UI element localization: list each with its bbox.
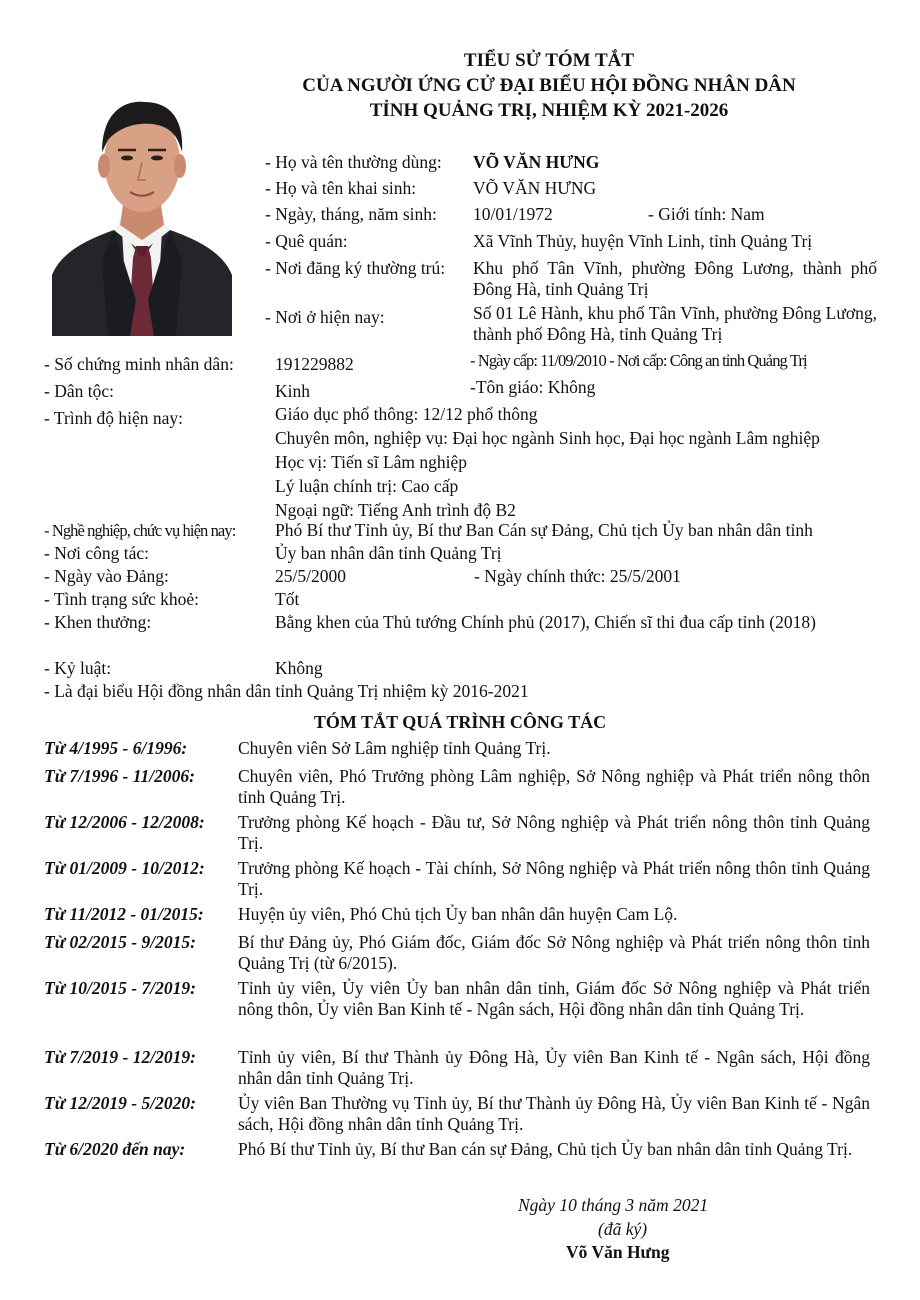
career-period: Từ 10/2015 - 7/2019: [44, 978, 196, 998]
ethnic-value: Kinh [275, 381, 310, 401]
career-period: Từ 4/1995 - 6/1996: [44, 738, 188, 758]
health-label: - Tình trạng sức khoẻ: [44, 589, 199, 609]
signature-date: Ngày 10 tháng 3 năm 2021 [518, 1195, 709, 1215]
education-label: - Trình độ hiện nay: [44, 408, 184, 428]
education-language: Ngoại ngữ: Tiếng Anh trình độ B2 [275, 500, 516, 520]
career-period: Từ 7/2019 - 12/2019: [44, 1047, 196, 1067]
birth-name-label: - Họ và tên khai sinh: [265, 178, 417, 198]
candidate-portrait [52, 70, 232, 336]
career-description: Chuyên viên, Phó Trưởng phòng Lâm nghiệp, Sở Nông nghiệp và Phát triển nông thôn tỉnh Quảng Trị. [238, 766, 870, 807]
common-name-value: VÕ VĂN HƯNG [473, 152, 600, 172]
religion-value: -Tôn giáo: Không [470, 377, 596, 397]
current-address-label: - Nơi ở hiện nay: [265, 307, 385, 327]
education-general: Giáo dục phổ thông: 12/12 phổ thông [275, 404, 538, 424]
id-number-value: 191229882 [275, 354, 354, 374]
health-value: Tốt [275, 589, 300, 609]
discipline-value: Không [275, 658, 323, 678]
common-name-label: - Họ và tên thường dùng: [265, 152, 442, 172]
career-period: Từ 11/2012 - 01/2015: [44, 904, 204, 924]
workplace-label: - Nơi công tác: [44, 543, 149, 563]
hometown-value: Xã Vĩnh Thủy, huyện Vĩnh Linh, tỉnh Quảng Trị [473, 231, 813, 251]
job-value: Phó Bí thư Tỉnh ủy, Bí thư Ban Cán sự Đảng, Chủ tịch Ủy ban nhân dân tỉnh [275, 520, 813, 540]
career-description: Huyện ủy viên, Phó Chủ tịch Ủy ban nhân dân huyện Cam Lộ. [238, 904, 678, 924]
current-address-value: Số 01 Lê Hành, khu phố Tân Vĩnh, phường Đông Lương, thành phố Đông Hà, tỉnh Quảng Trị [473, 303, 877, 344]
party-date-label: - Ngày vào Đảng: [44, 566, 169, 586]
career-description: Phó Bí thư Tỉnh ủy, Bí thư Ban cán sự Đảng, Chủ tịch Ủy ban nhân dân tỉnh Quảng Trị. [238, 1139, 853, 1159]
doc-title-line3: TỈNH QUẢNG TRỊ, NHIỆM KỲ 2021-2026 [369, 100, 729, 121]
dob-value: 10/01/1972 [473, 204, 553, 224]
dob-label: - Ngày, tháng, năm sinh: [265, 204, 437, 224]
career-description: Ủy viên Ban Thường vụ Tỉnh ủy, Bí thư Thành ủy Đông Hà, Ủy viên Ban Kinh tế - Ngân sách, Hội đồng nhân dân tỉnh Quảng Trị. [238, 1093, 870, 1134]
career-period: Từ 6/2020 đến nay: [44, 1139, 186, 1159]
career-description: Bí thư Đảng ủy, Phó Giám đốc, Giám đốc Sở Nông nghiệp và Phát triển nông thôn tỉnh Quảng Trị (từ 6/2015). [238, 932, 870, 973]
education-political: Lý luận chính trị: Cao cấp [275, 476, 459, 496]
permanent-address-label: - Nơi đăng ký thường trú: [265, 258, 446, 278]
career-description: Trưởng phòng Kế hoạch - Tài chính, Sở Nông nghiệp và Phát triển nông thôn tỉnh Quảng Trị. [238, 858, 870, 899]
official-date-value: - Ngày chính thức: 25/5/2001 [474, 566, 681, 586]
hometown-label: - Quê quán: [265, 231, 348, 251]
career-description: Tỉnh ủy viên, Ủy viên Ủy ban nhân dân tỉnh, Giám đốc Sở Nông nghiệp và Phát triển nông thôn, Ủy viên Ban Kinh tế - Ngân sách, Hội đồng nhân dân tỉnh Quảng Trị. [238, 978, 870, 1019]
doc-title-line2: CỦA NGƯỜI ỨNG CỬ ĐẠI BIỂU HỘI ĐỒNG NHÂN DÂN [302, 75, 796, 96]
workplace-value: Ủy ban nhân dân tỉnh Quảng Trị [275, 543, 502, 563]
signature-name: Võ Văn Hưng [566, 1242, 670, 1262]
career-period: Từ 01/2009 - 10/2012: [44, 858, 205, 878]
career-period: Từ 12/2006 - 12/2008: [44, 812, 205, 832]
education-degree: Học vị: Tiến sĩ Lâm nghiệp [275, 452, 468, 472]
birth-name-value: VÕ VĂN HƯNG [473, 178, 597, 198]
career-section-title: TÓM TẮT QUÁ TRÌNH CÔNG TÁC [313, 712, 607, 732]
signature-signed-note: (đã ký) [598, 1219, 648, 1239]
career-period: Từ 12/2019 - 5/2020: [44, 1093, 196, 1113]
career-period: Từ 7/1996 - 11/2006: [44, 766, 195, 786]
id-number-label: - Số chứng minh nhân dân: [44, 354, 234, 374]
career-description: Tỉnh ủy viên, Bí thư Thành ủy Đông Hà, Ủy viên Ban Kinh tế - Ngân sách, Hội đồng nhân dân tỉnh Quảng Trị. [238, 1047, 870, 1088]
delegate-note: - Là đại biểu Hội đồng nhân dân tỉnh Quảng Trị nhiệm kỳ 2016-2021 [44, 681, 529, 701]
education-major: Chuyên môn, nghiệp vụ: Đại học ngành Sinh học, Đại học ngành Lâm nghiệp [275, 428, 820, 448]
career-description: Trưởng phòng Kế hoạch - Đầu tư, Sở Nông nghiệp và Phát triển nông thôn tỉnh Quảng Trị. [238, 812, 870, 853]
career-period: Từ 02/2015 - 9/2015: [44, 932, 196, 952]
party-date-value: 25/5/2000 [275, 566, 346, 586]
job-label: - Nghề nghiệp, chức vụ hiện nay: [44, 521, 236, 540]
awards-label: - Khen thưởng: [44, 612, 152, 632]
discipline-label: - Kỷ luật: [44, 658, 112, 678]
id-issue-info: - Ngày cấp: 11/09/2010 - Nơi cấp: Công an tỉnh Quảng Trị [470, 351, 807, 370]
doc-title-line1: TIỂU SỬ TÓM TẮT [463, 50, 635, 71]
gender-value: - Giới tính: Nam [648, 204, 765, 224]
permanent-address-value: Khu phố Tân Vĩnh, phường Đông Lương, thành phố Đông Hà, tỉnh Quảng Trị [473, 258, 877, 299]
awards-value: Bằng khen của Thủ tướng Chính phủ (2017), Chiến sĩ thi đua cấp tỉnh (2018) [275, 612, 816, 632]
ethnic-label: - Dân tộc: [44, 381, 114, 401]
career-description: Chuyên viên Sở Lâm nghiệp tỉnh Quảng Trị. [238, 738, 551, 758]
